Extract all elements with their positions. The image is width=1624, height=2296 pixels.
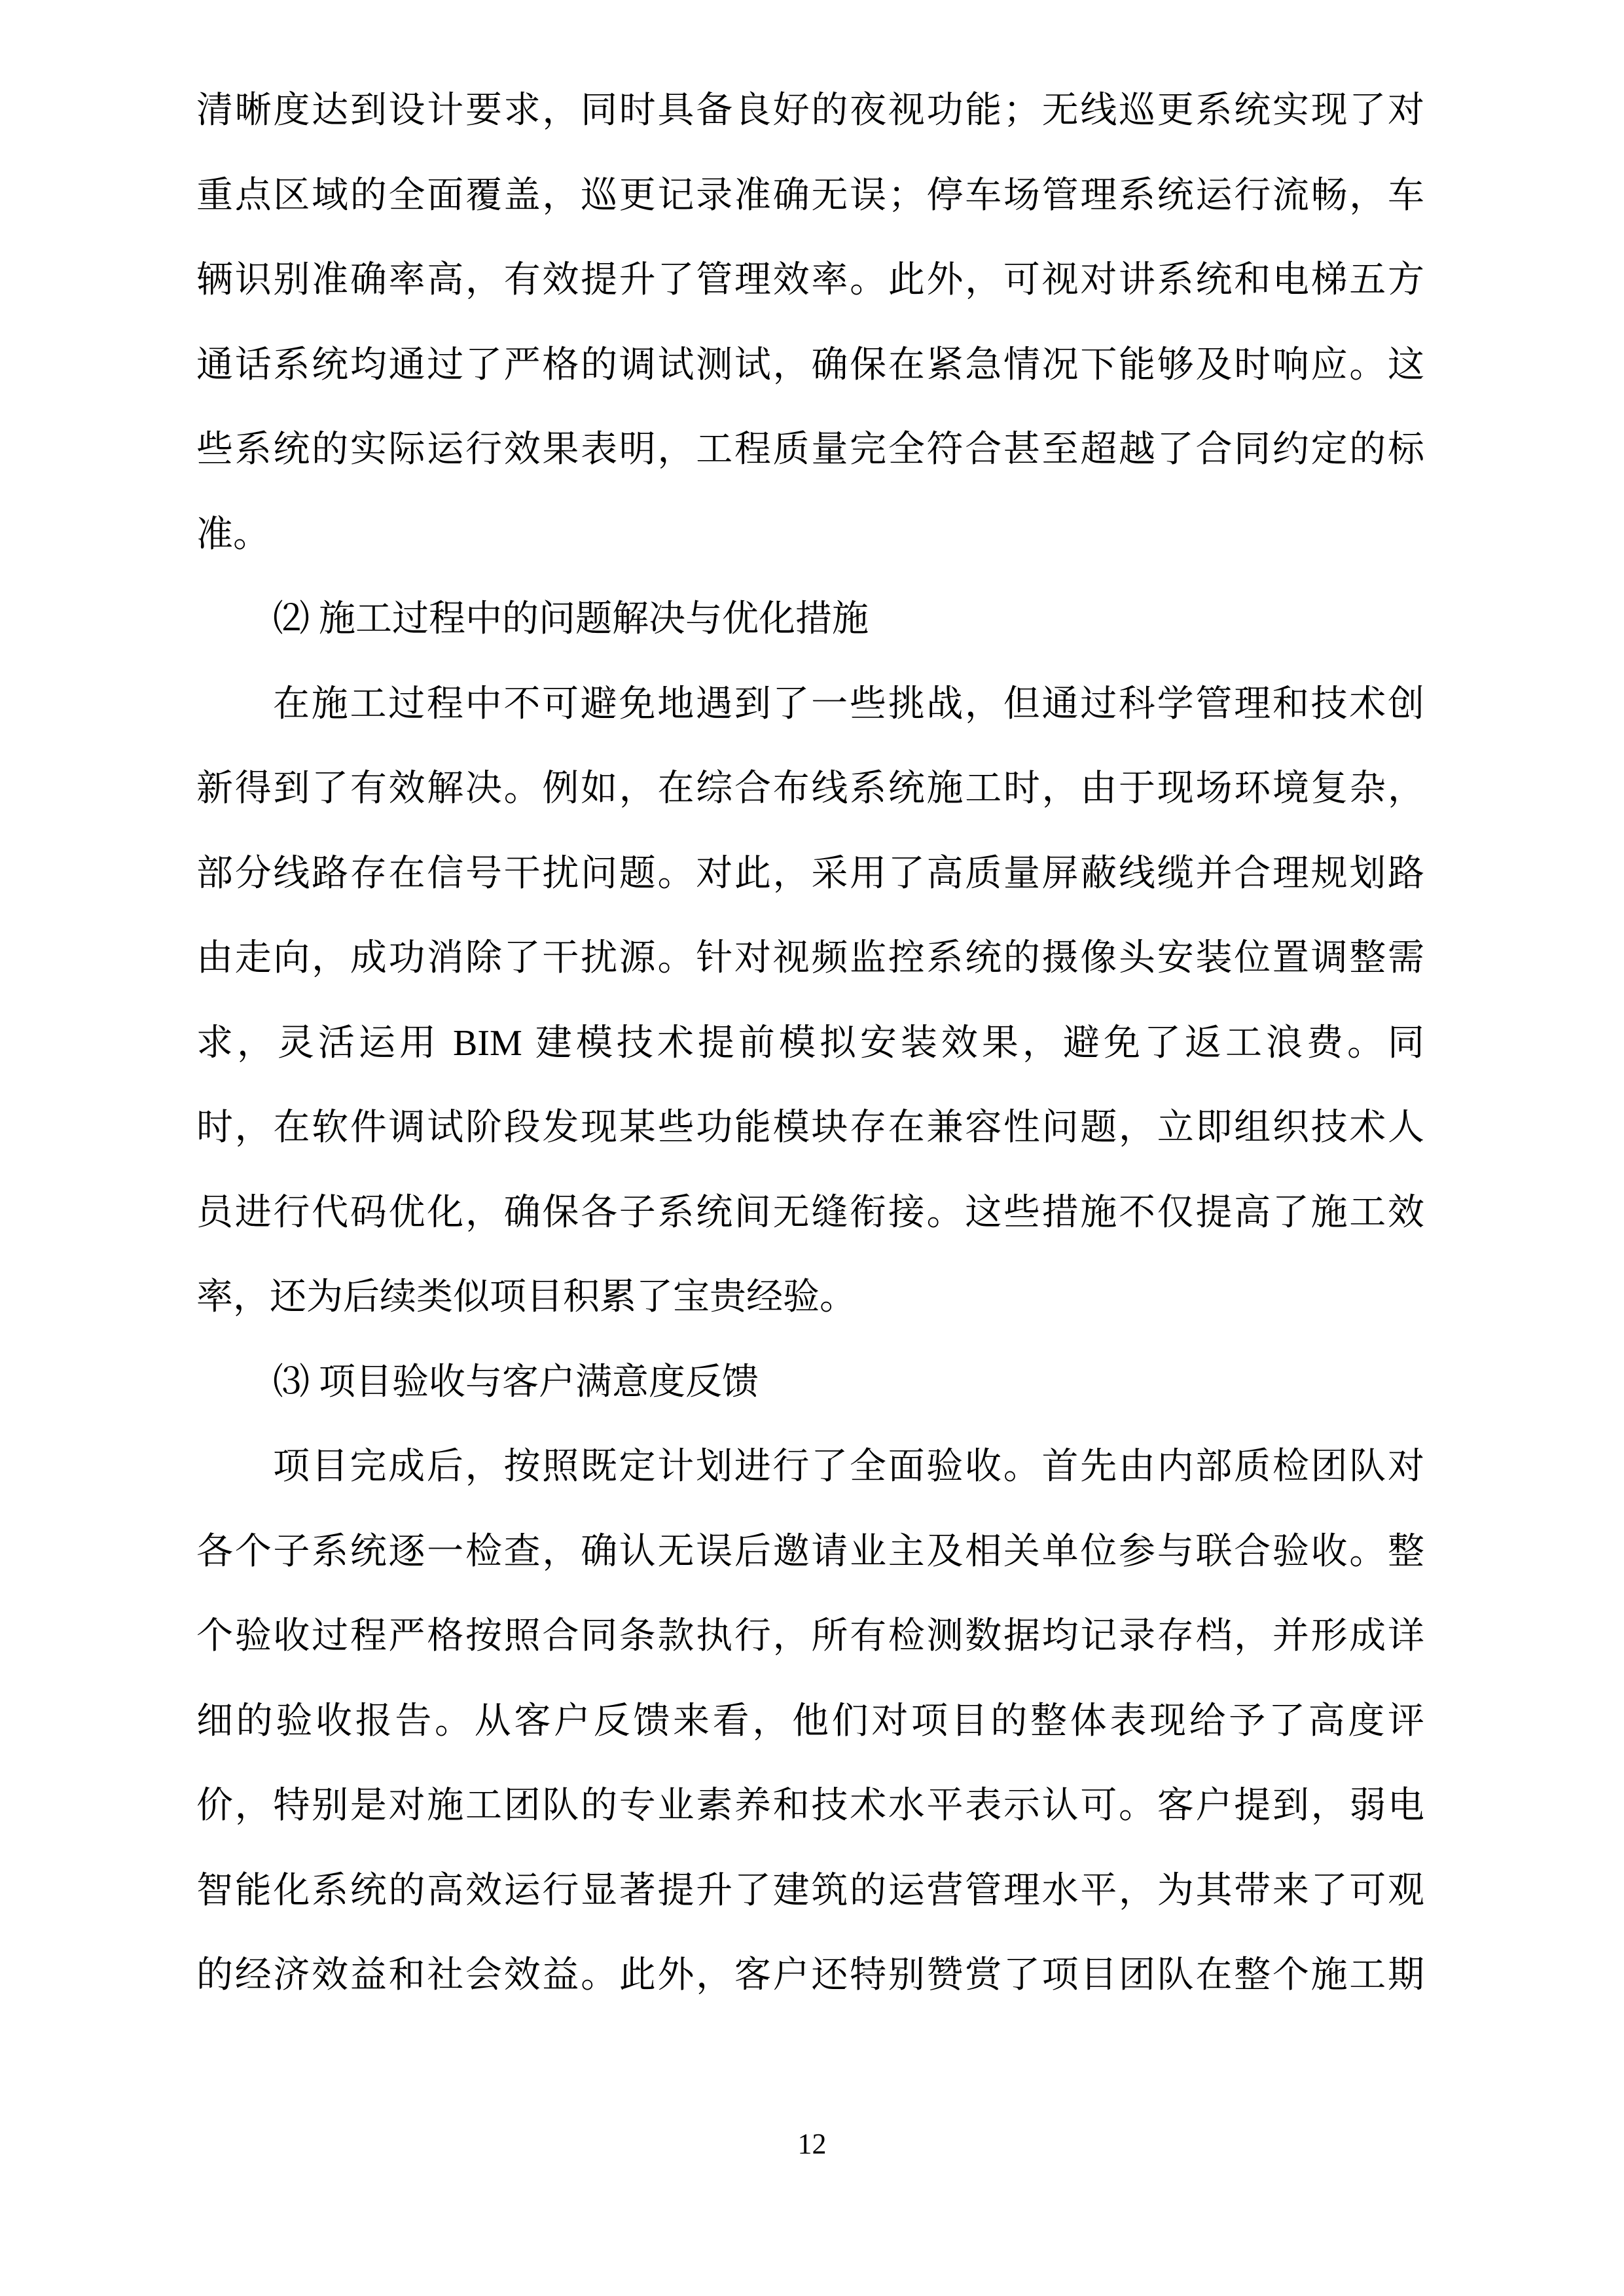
body-text-line: 时，在软件调试阶段发现某些功能模块存在兼容性问题，立即组织技术人: [196, 1107, 1424, 1148]
body-text-line: 在施工过程中不可避免地遇到了一些挑战，但通过科学管理和技术创: [273, 683, 1424, 725]
body-text-line: 求，灵活运用 BIM 建模技术提前模拟安装效果，避免了返工浪费。同: [196, 1022, 1424, 1064]
body-text-line: 新得到了有效解决。例如，在综合布线系统施工时，由于现场环境复杂，: [196, 768, 1424, 809]
body-text-line: 员进行代码优化，确保各子系统间无缝衔接。这些措施不仅提高了施工效: [196, 1192, 1424, 1233]
section-heading: ⑶ 项目验收与客户满意度反馈: [273, 1361, 759, 1403]
body-text-line: 辆识别准确率高，有效提升了管理效率。此外，可视对讲系统和电梯五方: [196, 260, 1424, 300]
body-text-line: 个验收过程严格按照合同条款执行，所有检测数据均记录存档，并形成详: [196, 1616, 1424, 1657]
body-text-line: 部分线路存在信号干扰问题。对此，采用了高质量屏蔽线缆并合理规划路: [196, 853, 1424, 894]
body-text-line: 重点区域的全面覆盖，巡更记录准确无误；停车场管理系统运行流畅，车: [196, 175, 1424, 216]
body-text-line: 价，特别是对施工团队的专业素养和技术水平表示认可。客户提到，弱电: [196, 1785, 1424, 1826]
body-text-line: 由走向，成功消除了干扰源。针对视频监控系统的摄像头安装位置调整需: [196, 938, 1424, 978]
body-text-line: 项目完成后，按照既定计划进行了全面验收。首先由内部质检团队对: [273, 1446, 1424, 1487]
body-text-line: 清晰度达到设计要求，同时具备良好的夜视功能；无线巡更系统实现了对: [196, 90, 1424, 131]
body-text-line: 通话系统均通过了严格的调试测试，确保在紧急情况下能够及时响应。这: [196, 344, 1424, 386]
body-text-line: 的经济效益和社会效益。此外，客户还特别赞赏了项目团队在整个施工期: [196, 1955, 1424, 1996]
body-text-line: 各个子系统逐一检查，确认无误后邀请业主及相关单位参与联合验收。整: [196, 1531, 1424, 1572]
body-text-line: 准。: [196, 514, 270, 555]
body-text-line: 些系统的实际运行效果表明，工程质量完全符合甚至超越了合同约定的标: [196, 429, 1424, 470]
body-text-line: 率，还为后续类似项目积累了宝贵经验。: [196, 1277, 856, 1318]
page-number: 12: [797, 2128, 827, 2160]
body-text-line: 智能化系统的高效运行显著提升了建筑的运营管理水平，为其带来了可观: [196, 1870, 1424, 1911]
section-heading: ⑵ 施工过程中的问题解决与优化措施: [273, 599, 869, 639]
body-text-line: 细的验收报告。从客户反馈来看，他们对项目的整体表现给予了高度评: [196, 1700, 1424, 1742]
